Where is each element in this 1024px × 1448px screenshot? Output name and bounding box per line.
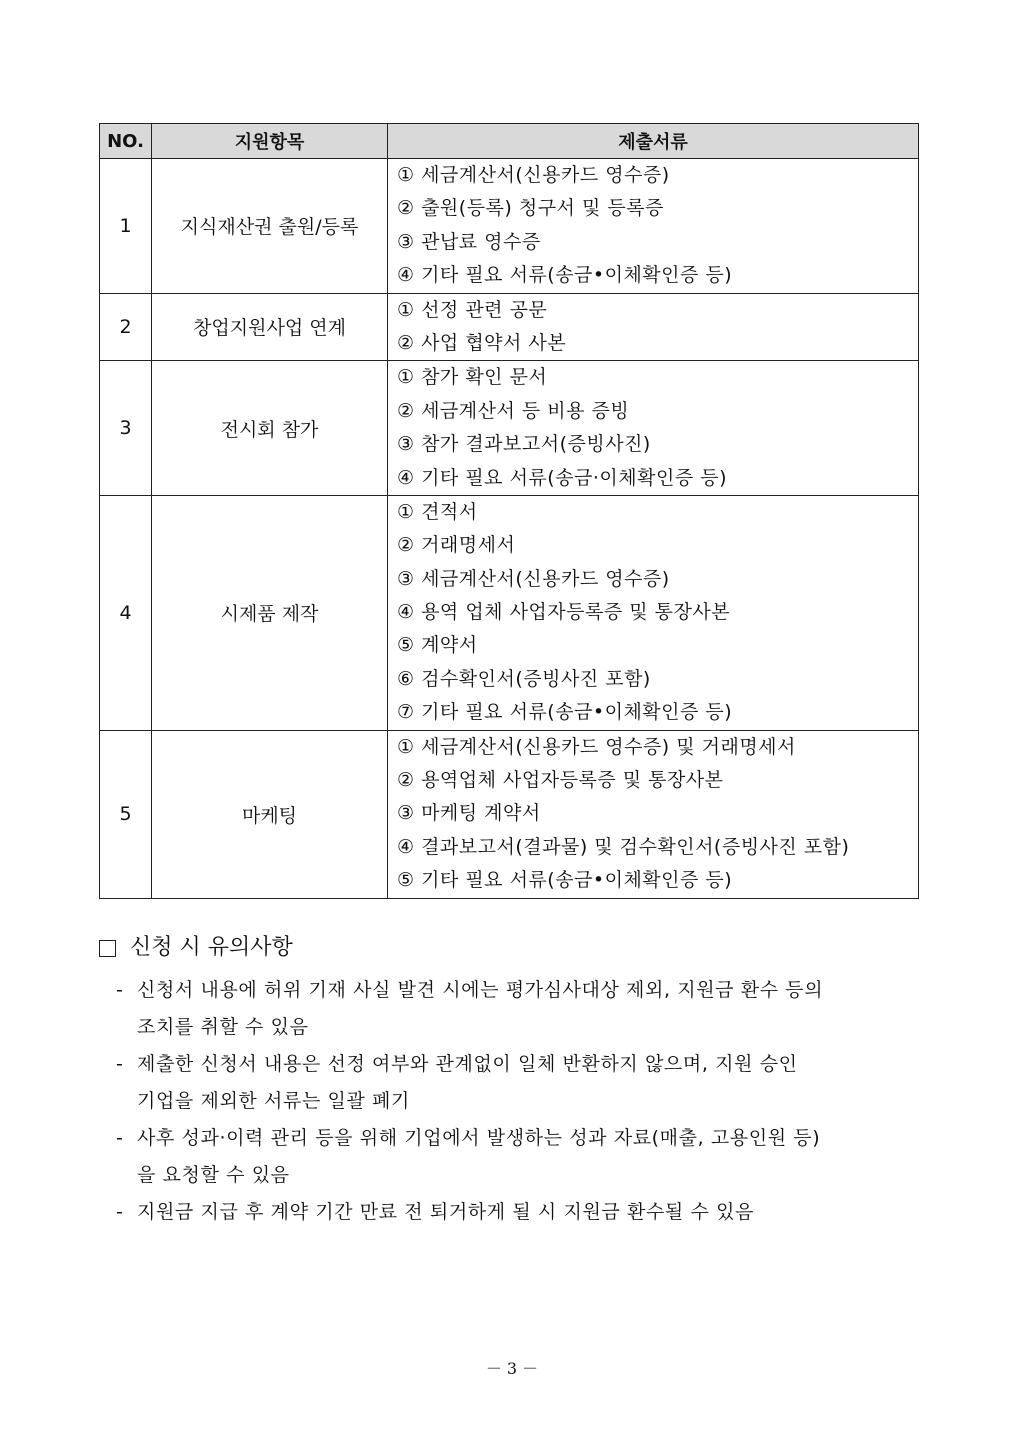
section-title: 신청 시 유의사항 xyxy=(130,935,293,960)
checkbox-icon xyxy=(99,940,116,957)
doc-item: ⑦ 기타 필요 서류(송금•이체확인증 등) xyxy=(397,701,733,724)
table-row xyxy=(100,159,919,294)
doc-item: ① 견적서 xyxy=(397,500,478,523)
header-no: NO. xyxy=(100,124,152,159)
row-number: 3 xyxy=(100,361,152,496)
doc-item: ② 세금계산서 등 비용 증빙 xyxy=(397,399,630,422)
doc-item: ③ 관납료 영수증 xyxy=(397,230,541,253)
doc-item: ① 세금계산서(신용카드 영수증) xyxy=(397,164,670,186)
doc-item: ④ 기타 필요 서류(송금·이체확인증 등) xyxy=(397,466,728,489)
note-line: 을 요청할 수 있음 xyxy=(137,1164,290,1186)
row-number: 5 xyxy=(100,730,152,898)
table-row xyxy=(100,293,919,361)
doc-item: ② 용역업체 사업자등록증 및 통장사본 xyxy=(397,769,724,792)
doc-item: ② 거래명세서 xyxy=(397,534,516,557)
note-item xyxy=(99,1194,929,1231)
note-line: 기업을 제외한 서류는 일괄 폐기 xyxy=(137,1090,410,1112)
note-line: 조치를 취할 수 있음 xyxy=(137,1016,309,1038)
support-item: 전시회 참가 xyxy=(152,361,388,496)
header-submission-docs: 제출서류 xyxy=(388,124,919,159)
row-number: 1 xyxy=(100,159,152,294)
note-item xyxy=(99,972,929,1046)
required-documents-table xyxy=(99,123,919,899)
doc-item: ② 사업 협약서 사본 xyxy=(397,331,567,354)
doc-item: ② 출원(등록) 청구서 및 등록증 xyxy=(397,197,664,220)
submission-docs-cell xyxy=(388,361,919,496)
doc-item: ⑤ 기타 필요 서류(송금•이체확인증 등) xyxy=(397,869,733,892)
support-item: 시제품 제작 xyxy=(152,495,388,730)
row-number: 2 xyxy=(100,293,152,361)
section-heading xyxy=(99,928,929,968)
support-item: 창업지원사업 연계 xyxy=(152,293,388,361)
submission-docs-cell xyxy=(388,293,919,361)
doc-item: ① 참가 확인 문서 xyxy=(397,366,548,389)
note-item xyxy=(99,1120,929,1194)
header-support-item: 지원항목 xyxy=(152,124,388,159)
table-row xyxy=(100,495,919,730)
application-notes-section xyxy=(99,928,929,1231)
note-item xyxy=(99,1046,929,1120)
doc-item: ③ 세금계산서(신용카드 영수증) xyxy=(397,567,670,590)
support-item: 마케팅 xyxy=(152,730,388,898)
dash-bullet: - xyxy=(116,979,124,1001)
table-row xyxy=(100,730,919,898)
doc-item: ① 선정 관련 공문 xyxy=(397,298,548,321)
note-line: 제출한 신청서 내용은 선정 여부와 관계없이 일체 반환하지 않으며, 지원 승인 xyxy=(137,1053,798,1075)
doc-item: ③ 참가 결과보고서(증빙사진) xyxy=(397,433,651,456)
note-line: 지원금 지급 후 계약 기간 만료 전 퇴거하게 될 시 지원금 환수될 수 있음 xyxy=(137,1201,755,1223)
row-number: 4 xyxy=(100,495,152,730)
submission-docs-cell xyxy=(388,495,919,730)
dash-bullet: - xyxy=(116,1127,124,1149)
note-line: 사후 성과·이력 관리 등을 위해 기업에서 발생하는 성과 자료(매출, 고용인원 등) xyxy=(137,1127,821,1149)
doc-item: ⑥ 검수확인서(증빙사진 포함) xyxy=(397,667,651,690)
doc-item: ③ 마케팅 계약서 xyxy=(397,802,541,825)
doc-item: ⑤ 계약서 xyxy=(397,634,478,657)
table-body xyxy=(100,159,919,899)
dash-bullet: - xyxy=(116,1053,124,1075)
table-header-row xyxy=(100,124,919,159)
support-item: 지식재산권 출원/등록 xyxy=(152,159,388,294)
note-line: 신청서 내용에 허위 기재 사실 발견 시에는 평가심사대상 제외, 지원금 환수 등의 xyxy=(137,979,824,1001)
doc-item: ④ 기타 필요 서류(송금•이체확인증 등) xyxy=(397,264,733,287)
notes-list xyxy=(99,972,929,1231)
dash-bullet: - xyxy=(116,1201,124,1223)
submission-docs-cell xyxy=(388,159,919,294)
doc-item: ④ 결과보고서(결과물) 및 검수확인서(증빙사진 포함) xyxy=(397,835,850,858)
page-number: － 3 － xyxy=(485,1359,539,1378)
doc-item: ④ 용역 업체 사업자등록증 및 통장사본 xyxy=(397,601,731,624)
doc-item: ① 세금계산서(신용카드 영수증) 및 거래명세서 xyxy=(397,735,796,758)
submission-docs-cell xyxy=(388,730,919,898)
table-row xyxy=(100,361,919,496)
